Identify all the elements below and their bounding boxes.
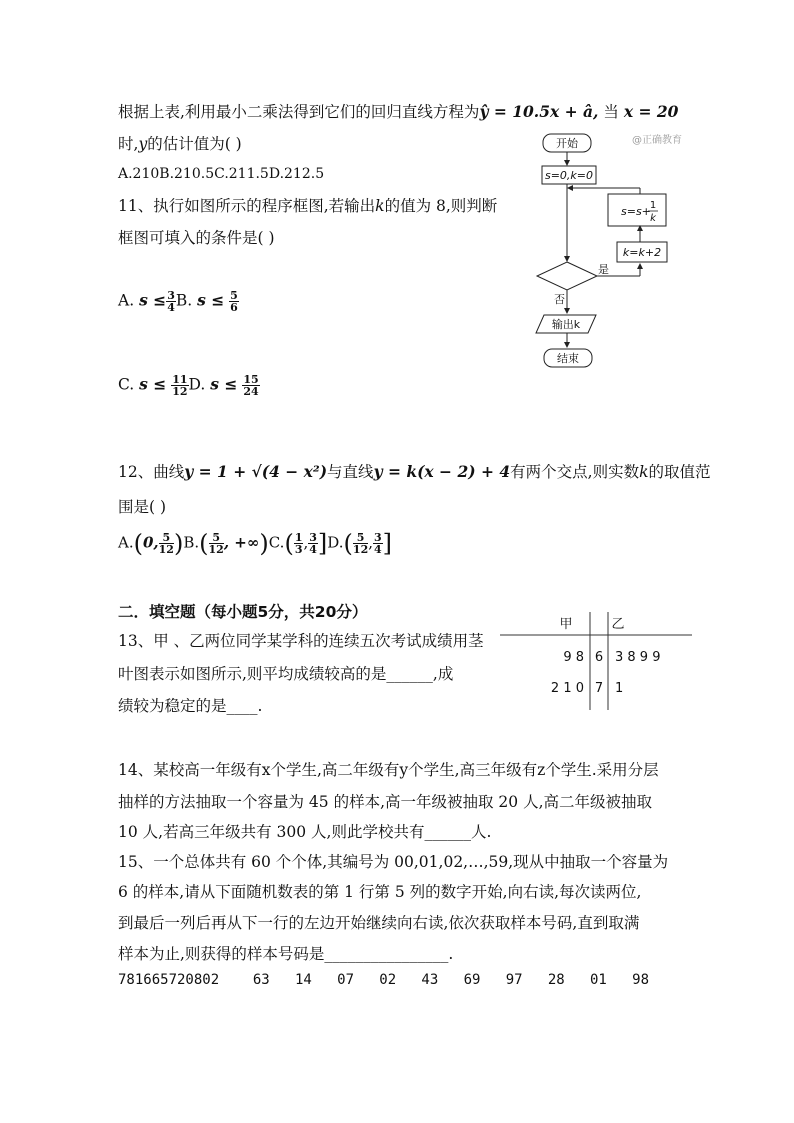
q11-option-b-expr: s ≤ [197,290,225,310]
stem-leaf-head-right: 乙 [611,617,625,632]
q11-option-c-label: C. [118,375,135,394]
frac-den: 12 [352,543,369,556]
paren: ) [173,529,184,558]
frac-num: 3 [167,289,175,302]
q12-options: A.(0, $\frac{5}{12}$ )B.( $\frac{5}{12}$ , +∞)C.( $\frac{1}{3}$ , $\frac{3}{4}$ ]D.( $\frac{5}{12}$ , $\frac{3}{4}$ ] [118,529,393,558]
paren: ) [259,529,269,558]
q12-option-b-upper: , +∞ [223,533,260,552]
flow-update-k-label: k=k+2 [622,246,662,259]
q11-option-c-expr: s ≤ [139,374,167,394]
q10-options: A.210B.210.5C.211.5D.212.5 [118,166,325,182]
stem-leaf-row2-left: 2 1 0 [550,681,584,696]
paren: ( [199,529,209,558]
q15-line2: 6 的样本,请从下面随机数表的第 1 行第 5 列的数字开始,向右读,每次读两位, [118,883,642,901]
q10-line2 [118,134,242,154]
y-variable: y [138,135,148,153]
frac-den: 6 [230,301,238,314]
frac-den: 12 [158,543,174,556]
q15-line1: 15、一个总体共有 60 个个体,其编号为 00,01,02,…,59,现从中抽取一个容量为 [118,853,669,871]
q10-text: 根据上表,利用最小二乘法得到它们的回归直线方程为 [118,103,480,121]
q11-option-a-fraction [166,290,176,313]
stem-leaf-row2-stem: 7 [594,681,604,696]
section-title: 二．填空题（每小题5分，共20分） [118,603,368,621]
q12-option-b-fraction [209,532,224,555]
stem-leaf-plot [498,612,694,712]
q11-option-b-fraction [229,290,239,313]
frac-den: 24 [243,385,259,398]
stem-leaf-row1-right: 3 8 9 9 [615,650,661,665]
bracket: ] [317,529,328,558]
q12-option-d-fraction2 [373,532,383,555]
stem-leaf-row1-stem: 6 [594,650,604,665]
q15-line4: 样本为止,则获得的样本号码是________________. [118,945,454,963]
frac-num: 5 [209,532,224,544]
q11-option-c-fraction [171,374,188,397]
flow-yes-label: 是 [598,263,609,276]
q12-option-c-fraction1 [294,532,304,555]
q10-line1 [118,102,678,122]
q10-when: 当 [603,103,619,121]
q13-line1: 13、甲 、乙两位同学某学科的连续五次考试成绩用茎 [118,632,484,650]
frac-den: 4 [374,543,382,556]
flowchart [530,128,690,373]
q12-line1c: 有两个交点,则实数 [510,463,640,481]
q14-line1: 14、某校高一年级有x个学生,高二年级有y个学生,高三年级有z个学生.采用分层 [118,761,659,779]
q12-option-a-lower: 0, [142,533,159,552]
q11-line1a: 11、执行如图所示的程序框图,若输出 [118,197,376,215]
q15-line3: 到最后一列后再从下一行的左边开始继续向右读,依次获取样本号码,直到取满 [118,914,640,932]
stem-leaf-row1-left: 9 8 [563,650,584,665]
paren: ( [133,529,143,558]
q11-option-d-fraction [242,374,259,397]
flow-update-s-label: s=s+ [621,205,651,218]
curve-equation: y = 1 + √(4 − x²) [184,462,328,481]
q12-option-b-label: B. [183,533,200,552]
frac-den: 4 [309,543,317,556]
q11-line2: 框图可填入的条件是( ) [118,229,275,247]
q14-line2: 抽样的方法抽取一个容量为 45 的样本,高一年级被抽取 20 人,高二年级被抽取 [118,793,653,811]
frac-num: 15 [243,373,259,386]
regression-equation: ŷ = 10.5x + â, [479,102,599,121]
q12-option-a-fraction [159,532,174,555]
flow-init-label: s=0,k=0 [544,169,594,182]
line-equation: y = k(x − 2) + 4 [373,462,511,481]
q11-option-d-label: D. [188,375,206,394]
frac-num: 5 [159,532,174,544]
watermark: @正确教育 [632,135,682,146]
q10-line2b: 的估计值为( ) [147,135,242,153]
k-variable: k [375,197,385,215]
frac-num: 5 [230,289,238,302]
paren: ( [343,529,353,558]
flow-output-label: 输出k [551,318,581,331]
q12-line1b: 与直线 [327,463,374,481]
paren: ( [284,529,294,558]
q12-line1a: 12、曲线 [118,463,185,481]
x-value: x = 20 [623,102,679,121]
q10-line2a: 时, [118,135,139,153]
frac-num: 11 [172,373,188,386]
q12-line1d: 的取值范 [648,463,711,481]
k-variable: k [639,463,649,481]
q11-options-cd [118,374,260,397]
flow-end-label: 结束 [557,352,579,365]
frac-den: 12 [208,543,224,556]
q11-line1 [118,196,497,216]
q13-line3: 绩较为稳定的是____. [118,697,263,715]
frac-num: 3 [309,531,317,544]
q11-options-ab [118,290,239,313]
frac-den: 3 [294,543,303,556]
stem-leaf-head-left: 甲 [559,617,573,632]
q14-line3: 10 人,若高三年级共有 300 人,则此学校共有______人. [118,823,492,841]
q12-option-d-fraction1 [353,532,368,555]
q12-line2: 围是( ) [118,498,167,516]
q12-option-c-fraction2 [308,532,318,555]
flow-update-s-den: k [650,213,656,224]
q12-option-a-label: A. [118,533,134,552]
frac-den: 4 [167,301,175,314]
q11-option-a-label: A. [118,291,135,310]
bracket: ] [382,529,393,558]
q11-line1b: 的值为 8,则判断 [384,197,498,215]
frac-den: 12 [172,385,188,398]
random-number-row: 781665720802 63 14 07 02 43 69 97 28 01 98 [118,972,650,988]
frac-num: 3 [374,531,382,544]
q12-option-c-label: C. [268,533,285,552]
flow-start-label: 开始 [556,137,578,150]
stem-leaf-row2-right: 1 [615,681,624,696]
flow-decision-diamond [537,262,597,290]
frac-num: 1 [294,531,303,544]
flow-no-label: 否 [554,293,565,306]
q12-line1 [118,462,711,482]
q11-option-b-label: B. [175,291,193,310]
q12-option-d-label: D. [327,533,344,552]
q13-line2: 叶图表示如图所示,则平均成绩较高的是______,成 [118,665,454,683]
flow-update-s-num: 1 [649,200,657,211]
q11-option-a-expr: s ≤ [139,290,167,310]
frac-num: 5 [353,532,368,544]
q11-option-d-expr: s ≤ [210,374,238,394]
